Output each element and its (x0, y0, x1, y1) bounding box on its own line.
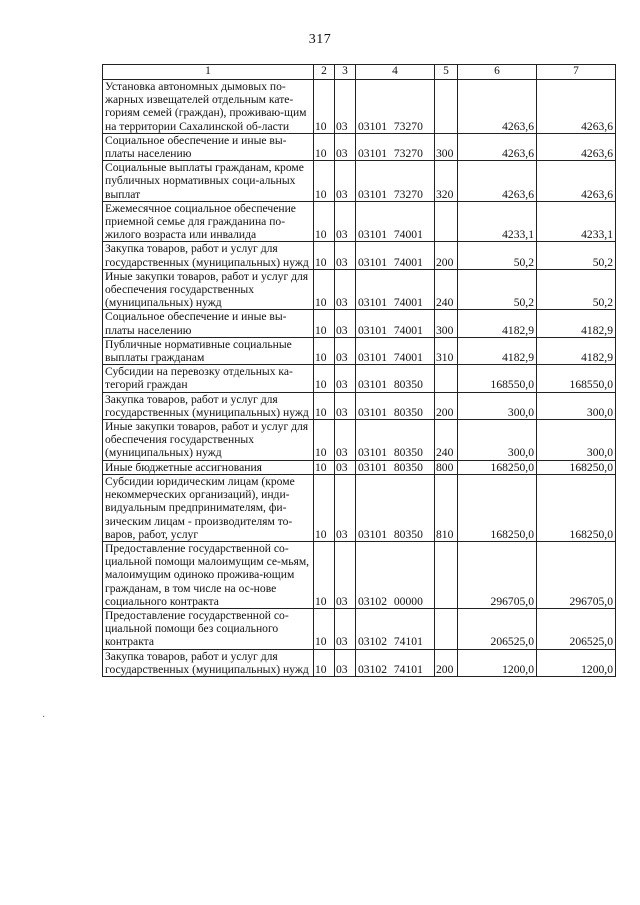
table-cell-c5: 300 (435, 133, 458, 160)
table-cell-c5: 800 (435, 460, 458, 474)
table-cell-c6: 4263,6 (458, 161, 537, 202)
table-cell-c5: 200 (435, 649, 458, 676)
header-cell-1: 1 (103, 65, 314, 80)
table-cell-c7: 296705,0 (537, 541, 616, 608)
table-cell-c6: 206525,0 (458, 608, 537, 649)
table-cell-c6: 168250,0 (458, 474, 537, 541)
table-cell-c2: 10 (314, 420, 335, 461)
table-cell-c5 (435, 541, 458, 608)
table-cell-c2: 10 (314, 365, 335, 392)
table-row (103, 420, 616, 461)
table-cell-c5: 320 (435, 161, 458, 202)
table-cell-c5: 240 (435, 420, 458, 461)
table-cell-name: Социальное обеспечение и иные вы-платы населению (103, 133, 314, 160)
table-row (103, 541, 616, 608)
table-cell-name: Установка автономных дымовых по-жарных извещателей отдельным кате-гориям семей (граждан), проживаю-щим на территории Сахалинской об-ласти (103, 80, 314, 134)
table-row (103, 133, 616, 160)
table-cell-c2: 10 (314, 80, 335, 134)
table-cell-name: Закупка товаров, работ и услуг для государственных (муниципальных) нужд (103, 649, 314, 676)
table-cell-c7: 50,2 (537, 269, 616, 310)
table-cell-c7: 4182,9 (537, 337, 616, 364)
table-cell-c2: 10 (314, 392, 335, 419)
table-cell-c2: 10 (314, 541, 335, 608)
table-cell-c4: 03101 74001 (356, 242, 435, 269)
table-cell-c3: 03 (335, 201, 356, 242)
table-cell-name: Ежемесячное социальное обеспечение приемной семье для гражданина по-жилого возраста или инвалида (103, 201, 314, 242)
table-cell-c7: 168250,0 (537, 460, 616, 474)
table-cell-name: Иные закупки товаров, работ и услуг для обеспечения государственных (муниципальных) нужд (103, 420, 314, 461)
table-cell-c7: 168250,0 (537, 474, 616, 541)
table-cell-c4: 03101 74001 (356, 269, 435, 310)
table-cell-name: Предоставление государственной со-циальной помощи без социального контракта (103, 608, 314, 649)
table-row (103, 608, 616, 649)
table-cell-c3: 03 (335, 242, 356, 269)
table-cell-c3: 03 (335, 460, 356, 474)
table-cell-c4: 03102 74101 (356, 649, 435, 676)
table-cell-c4: 03101 80350 (356, 392, 435, 419)
table-cell-c5 (435, 201, 458, 242)
table-row (103, 392, 616, 419)
table-row (103, 337, 616, 364)
table-cell-c7: 206525,0 (537, 608, 616, 649)
table-cell-c2: 10 (314, 242, 335, 269)
table-cell-c3: 03 (335, 474, 356, 541)
table-cell-c5: 810 (435, 474, 458, 541)
header-cell-2: 2 (314, 65, 335, 80)
table-row (103, 242, 616, 269)
table-cell-c5: 240 (435, 269, 458, 310)
table-cell-c6: 4182,9 (458, 310, 537, 337)
table-cell-c7: 4233,1 (537, 201, 616, 242)
table-cell-c2: 10 (314, 310, 335, 337)
table-cell-c6: 4182,9 (458, 337, 537, 364)
header-cell-5: 5 (435, 65, 458, 80)
table-cell-c7: 168550,0 (537, 365, 616, 392)
table-cell-c6: 300,0 (458, 392, 537, 419)
table-cell-c4: 03101 80350 (356, 420, 435, 461)
table-cell-c6: 4263,6 (458, 80, 537, 134)
table-cell-c3: 03 (335, 649, 356, 676)
table-cell-c6: 1200,0 (458, 649, 537, 676)
table-cell-c4: 03101 74001 (356, 310, 435, 337)
table-cell-name: Субсидии юридическим лицам (кроме некоммерческих организаций), инди-видуальным предпринимателям, фи-зическим лицам - производителям то-варов, работ, услуг (103, 474, 314, 541)
table-cell-c7: 1200,0 (537, 649, 616, 676)
table-cell-c4: 03102 00000 (356, 541, 435, 608)
table-row (103, 201, 616, 242)
table-cell-c3: 03 (335, 365, 356, 392)
header-cell-3: 3 (335, 65, 356, 80)
table-cell-c2: 10 (314, 133, 335, 160)
table-cell-name: Социальные выплаты гражданам, кроме публичных нормативных соци-альных выплат (103, 161, 314, 202)
table-cell-c2: 10 (314, 269, 335, 310)
table-row (103, 161, 616, 202)
table-cell-c5 (435, 365, 458, 392)
table-cell-c3: 03 (335, 541, 356, 608)
table-row (103, 365, 616, 392)
table-cell-name: Иные закупки товаров, работ и услуг для обеспечения государственных (муниципальных) нужд (103, 269, 314, 310)
table-cell-c4: 03101 73270 (356, 161, 435, 202)
margin-mark: · (42, 712, 46, 723)
table-cell-c6: 168550,0 (458, 365, 537, 392)
table-cell-c6: 296705,0 (458, 541, 537, 608)
table-cell-c2: 10 (314, 649, 335, 676)
table-cell-name: Публичные нормативные социальные выплаты гражданам (103, 337, 314, 364)
budget-table (102, 64, 616, 677)
table-row (103, 269, 616, 310)
table-cell-c4: 03101 80350 (356, 365, 435, 392)
table-cell-c2: 10 (314, 608, 335, 649)
table-cell-c5: 300 (435, 310, 458, 337)
table-cell-c4: 03101 74001 (356, 337, 435, 364)
table-cell-c2: 10 (314, 161, 335, 202)
table-cell-c7: 4263,6 (537, 80, 616, 134)
table-cell-c3: 03 (335, 310, 356, 337)
table-cell-c2: 10 (314, 201, 335, 242)
table-cell-c4: 03102 74101 (356, 608, 435, 649)
table-cell-c4: 03101 80350 (356, 460, 435, 474)
header-cell-6: 6 (458, 65, 537, 80)
table-cell-c3: 03 (335, 80, 356, 134)
table-cell-c2: 10 (314, 337, 335, 364)
table-cell-c7: 4263,6 (537, 161, 616, 202)
table-cell-c6: 168250,0 (458, 460, 537, 474)
table-cell-c3: 03 (335, 269, 356, 310)
table-cell-c3: 03 (335, 420, 356, 461)
table-cell-c6: 4233,1 (458, 201, 537, 242)
table-cell-name: Социальное обеспечение и иные вы-платы населению (103, 310, 314, 337)
table-cell-c6: 300,0 (458, 420, 537, 461)
table-cell-c5: 200 (435, 242, 458, 269)
table-cell-c2: 10 (314, 474, 335, 541)
table-row (103, 80, 616, 134)
header-cell-4: 4 (356, 65, 435, 80)
table-cell-c7: 4182,9 (537, 310, 616, 337)
table-cell-c6: 4263,6 (458, 133, 537, 160)
table-cell-c5 (435, 608, 458, 649)
table-cell-c5 (435, 80, 458, 134)
table-cell-c3: 03 (335, 608, 356, 649)
table-cell-c3: 03 (335, 161, 356, 202)
table-cell-c4: 03101 80350 (356, 474, 435, 541)
table-cell-c4: 03101 73270 (356, 133, 435, 160)
table-cell-c5: 200 (435, 392, 458, 419)
table-cell-c3: 03 (335, 392, 356, 419)
table-cell-name: Предоставление государственной со-циальной помощи малоимущим се-мьям, малоимущим одиноко прожива-ющим гражданам, в том числе на ос-нове социального контракта (103, 541, 314, 608)
table-cell-c6: 50,2 (458, 242, 537, 269)
table-cell-c7: 50,2 (537, 242, 616, 269)
table-cell-c5: 310 (435, 337, 458, 364)
table-cell-c3: 03 (335, 337, 356, 364)
table-row (103, 649, 616, 676)
table-row (103, 474, 616, 541)
table-cell-c2: 10 (314, 460, 335, 474)
table-cell-c7: 300,0 (537, 420, 616, 461)
table-cell-name: Иные бюджетные ассигнования (103, 460, 314, 474)
header-cell-7: 7 (537, 65, 616, 80)
table-cell-name: Субсидии на перевозку отдельных ка-тегорий граждан (103, 365, 314, 392)
table-cell-c3: 03 (335, 133, 356, 160)
table-cell-c7: 4263,6 (537, 133, 616, 160)
table-header-row (103, 65, 616, 80)
table-cell-c4: 03101 74001 (356, 201, 435, 242)
table-row (103, 460, 616, 474)
table-cell-c4: 03101 73270 (356, 80, 435, 134)
table-cell-name: Закупка товаров, работ и услуг для государственных (муниципальных) нужд (103, 242, 314, 269)
page-number: 317 (308, 32, 332, 47)
table-cell-c7: 300,0 (537, 392, 616, 419)
table-cell-c6: 50,2 (458, 269, 537, 310)
table-cell-name: Закупка товаров, работ и услуг для государственных (муниципальных) нужд (103, 392, 314, 419)
table-row (103, 310, 616, 337)
